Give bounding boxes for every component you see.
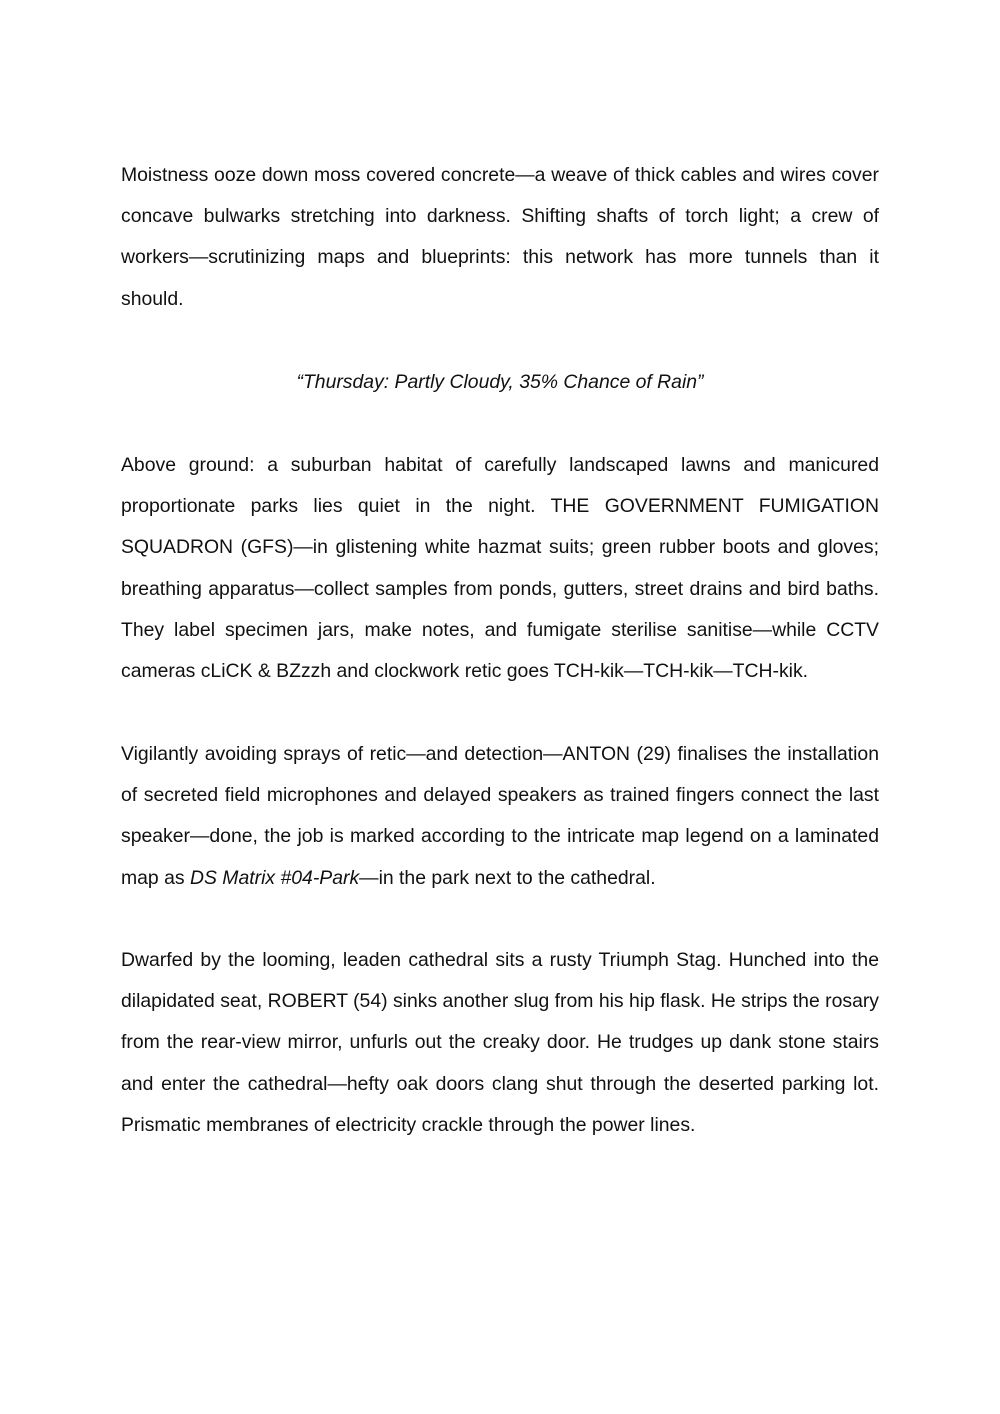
map-reference: DS Matrix #04-Park xyxy=(189,866,360,889)
paragraph-anton-text-start: Vigilantly avoiding sprays of retic—and detection—ANTON (29) finalises the installation of secreted field microphones and delayed speakers as trained fingers connect the last speaker—done, the job is marked according to the intricate map legend on a laminated map as xyxy=(121,743,879,889)
weather-line: “Thursday: Partly Cloudy, 35% Chance of Rain” xyxy=(296,371,704,393)
paragraph-anton xyxy=(121,734,879,899)
paragraph-tunnels: Moistness ooze down moss covered concrete—a weave of thick cables and wires cover concave bulwarks stretching into darkness. Shifting shafts of torch light; a crew of workers—scrutinizing maps and blueprints: this network has more tunnels than it should. xyxy=(121,164,879,310)
paragraph-anton-text-end: —in the park next to the cathedral. xyxy=(359,866,656,889)
paragraph-above-ground: Above ground: a suburban habitat of carefully landscaped lawns and manicured proportionate parks lies quiet in the night. THE GOVERNMENT FUMIGATION SQUADRON (GFS)—in glistening white hazmat suits; green rubber boots and gloves; breathing apparatus—collect samples from ponds, gutters, street drains and bird baths. They label specimen jars, make notes, and fumigate sterilise sanitise—while CCTV cameras cLiCK & BZzzh and clockwork retic goes TCH-kik—TCH-kik—TCH-kik. xyxy=(121,454,879,683)
paragraph-robert: Dwarfed by the looming, leaden cathedral sits a rusty Triumph Stag. Hunched into the dilapidated seat, ROBERT (54) sinks another slug from his hip flask. He strips the rosary from the rear-view mirror, unfurls out the creaky door. He trudges up dank stone stairs and enter the cathedral—hefty oak doors clang shut through the deserted parking lot. Prismatic membranes of electricity crackle through the power lines. xyxy=(121,949,880,1136)
